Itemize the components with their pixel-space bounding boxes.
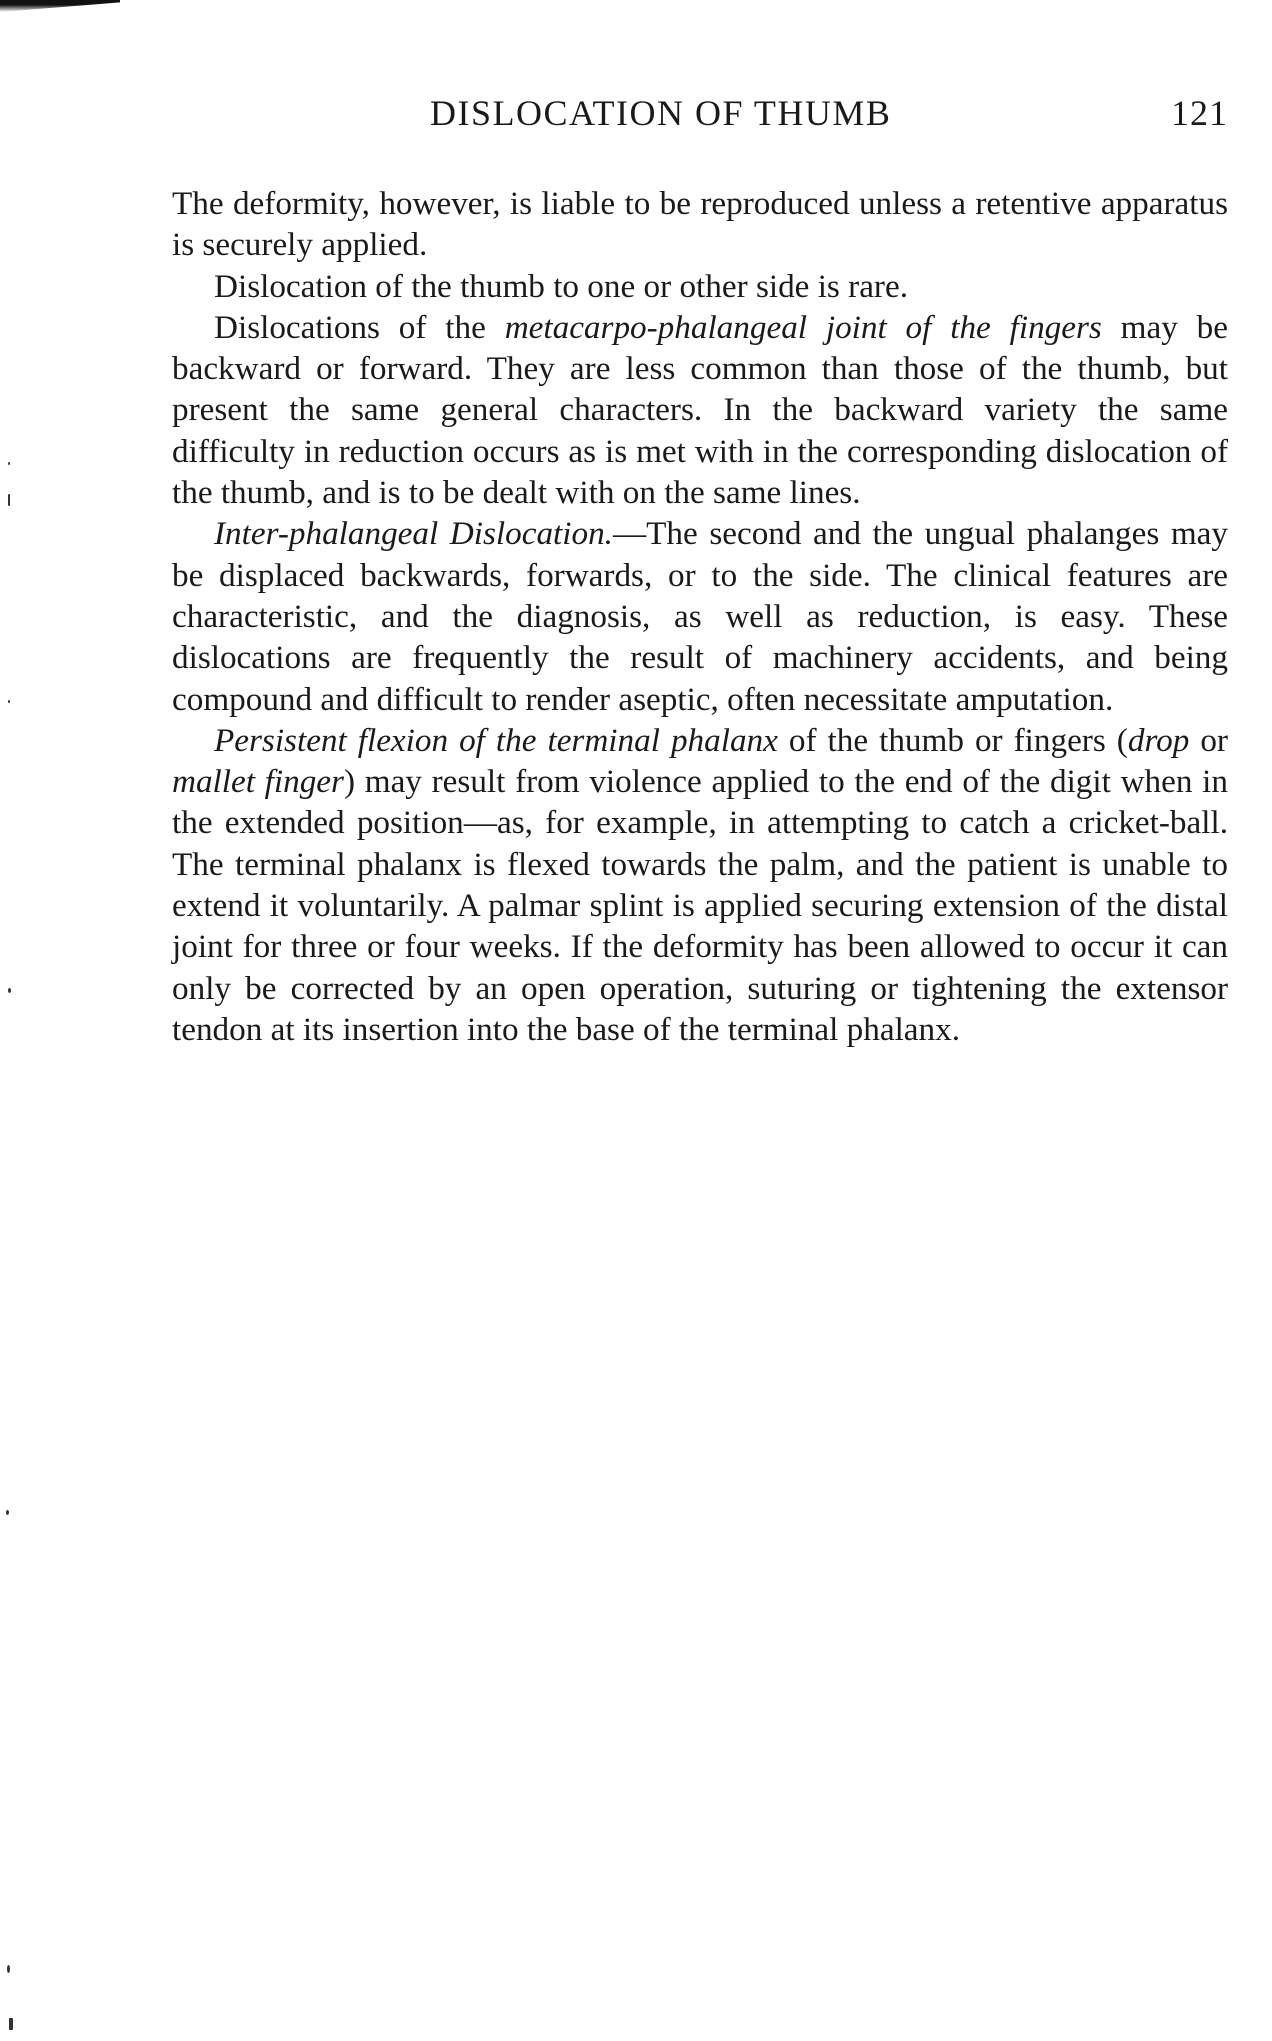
scan-speck bbox=[7, 1965, 10, 1973]
scan-edge-mark bbox=[0, 0, 120, 12]
paragraph bbox=[172, 720, 1228, 1050]
scan-speck bbox=[8, 494, 10, 506]
italic-text: Inter-phalangeal Dislocation. bbox=[214, 515, 613, 553]
italic-text: Persistent flexion of the terminal phalanx bbox=[214, 721, 778, 759]
paragraph bbox=[172, 183, 1228, 266]
text-run: or bbox=[1189, 721, 1228, 759]
scan-speck bbox=[8, 462, 10, 465]
italic-text: metacarpo-phalangeal joint of the fingers bbox=[504, 308, 1102, 346]
scan-speck bbox=[8, 988, 11, 993]
scan-speck bbox=[9, 2018, 13, 2030]
running-title: DISLOCATION OF THUMB bbox=[430, 93, 892, 133]
text-run: The deformity, however, is liable to be reproduced unless a retentive apparatus is securely applied. bbox=[172, 185, 1228, 264]
paragraph bbox=[172, 266, 1228, 307]
text-run: Dislocation of the thumb to one or other side is rare. bbox=[214, 267, 909, 305]
italic-text: drop bbox=[1127, 721, 1190, 759]
text-run: may be backward or forward. They are less common than those of the thumb, but present the same general characters. In the backward variety the same difficulty in reduction occurs as is met with in the corresponding dislocation of the thumb, and is to be dealt with on the same lines. bbox=[172, 308, 1228, 512]
paragraph bbox=[172, 513, 1228, 719]
text-run: ) may result from violence applied to the end of the digit when in the extended position—as, for example, in attempting to catch a cricket-ball. The terminal phalanx is flexed towards the palm, and the patient is unable to extend it voluntarily. A palmar splint is applied securing extension of the distal joint for three or four weeks. If the deformity has been allowed to occur it can only be corrected by an open operation, suturing or tightening the extensor tendon at its insertion into the base of the terminal phalanx. bbox=[172, 763, 1229, 1048]
text-run: Dislocations of the bbox=[214, 308, 505, 346]
text-run: —The second and the ungual phalanges may be displaced backwards, forwards, or to the side. The clinical features are characteristic, and the diagnosis, as well as reduction, is easy. These dislocations are frequently the result of machinery accidents, and being compound and difficult to render aseptic, often necessitate amputation. bbox=[172, 515, 1228, 718]
page-number: 121 bbox=[1171, 93, 1228, 133]
scan-speck bbox=[6, 1510, 9, 1515]
scan-speck bbox=[8, 700, 10, 703]
paragraph bbox=[172, 307, 1228, 513]
italic-text: mallet finger bbox=[172, 763, 344, 801]
text-run: of the thumb or fingers ( bbox=[777, 721, 1128, 759]
running-header bbox=[172, 92, 1228, 142]
body-text bbox=[172, 183, 1228, 1050]
